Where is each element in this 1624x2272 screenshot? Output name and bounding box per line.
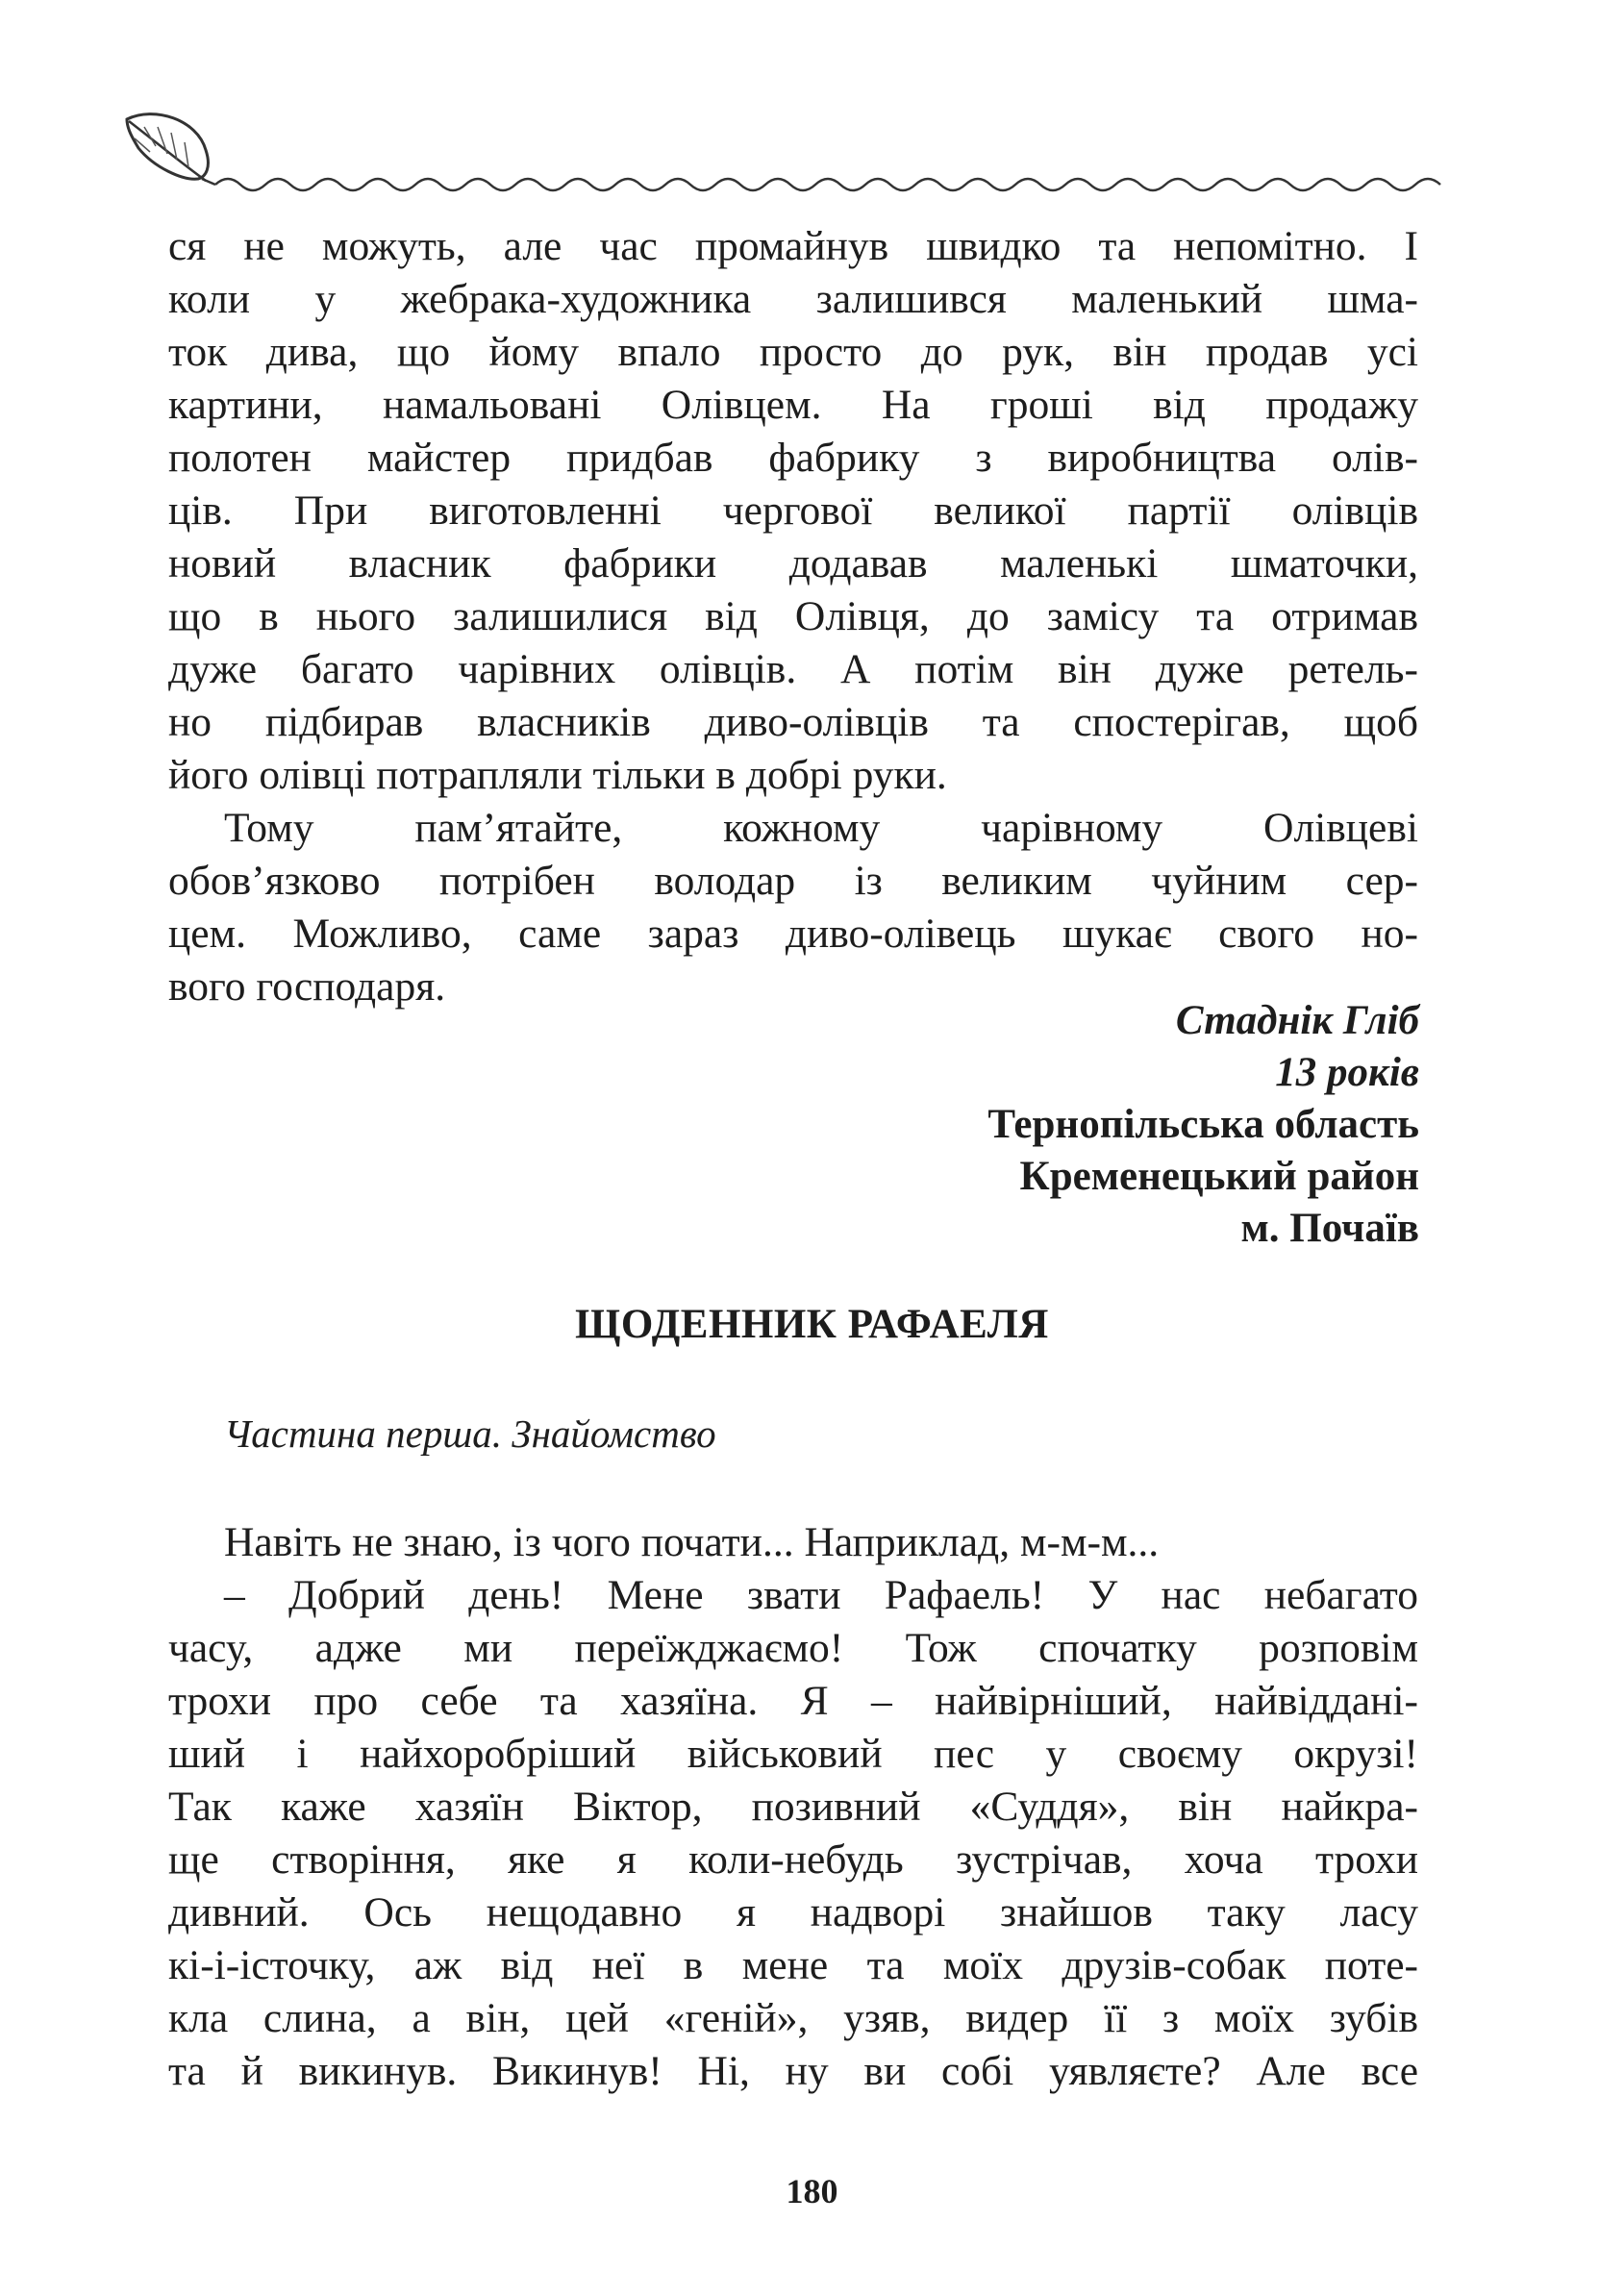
paragraph-line: ший і найхоробріший військовий пес у своєму окрузі! — [168, 1731, 1418, 1777]
paragraph-line: ток дива, що йому впало просто до рук, він продав усі — [168, 329, 1418, 375]
paragraph-line: дивний. Ось нещодавно я надворі знайшов таку ласу — [168, 1889, 1418, 1935]
author-age: 13 років — [1275, 1050, 1419, 1095]
paragraph-line: кі-і-істочку, аж від неї в мене та моїх друзів-собак поте- — [168, 1942, 1418, 1988]
chapter-subtitle: Частина перша. Знайомство — [224, 1411, 716, 1456]
paragraph-line: ців. При виготовленні чергової великої партії олівців — [168, 487, 1418, 534]
paragraph-line: ся не можуть, але час промайнув швидко та непомітно. І — [168, 223, 1418, 269]
paragraph-line: картини, намальовані Олівцем. На гроші від продажу — [168, 382, 1418, 428]
author-region: Тернопільська область — [987, 1102, 1419, 1147]
paragraph-line: обов’язково потрібен володар із великим чуйним сер- — [168, 858, 1418, 904]
header-ornament — [115, 106, 1442, 192]
paragraph-line: часу, адже ми переїжджаємо! Тож спочатку розповім — [168, 1625, 1418, 1671]
paragraph-line: но підбирав власників диво-олівців та спостерігав, щоб — [168, 699, 1418, 745]
paragraph-line: Так каже хазяїн Віктор, позивний «Суддя», він найкра- — [168, 1784, 1418, 1830]
author-name: Стаднік Гліб — [1175, 998, 1419, 1043]
wavy-line-divider — [215, 179, 1440, 190]
author-district: Кременецький район — [1019, 1154, 1419, 1199]
paragraph-line: коли у жебрака-художника залишився маленький шма- — [168, 276, 1418, 322]
paragraph-line: що в нього залишилися від Олівця, до замісу та отримав — [168, 593, 1418, 639]
paragraph-line: цем. Можливо, саме зараз диво-олівець шукає свого но- — [168, 911, 1418, 957]
story-continuation — [168, 220, 1418, 1013]
paragraph-line: Навіть не знаю, із чого почати... Наприклад, м-м-м... — [224, 1519, 1160, 1565]
paragraph-line: вого господаря. — [168, 963, 446, 1010]
paragraph-line: ще створіння, яке я коли-небудь зустрічав, хоча трохи — [168, 1836, 1418, 1883]
story-title: ЩОДЕННИК РАФАЕЛЯ — [575, 1302, 1049, 1347]
author-city: м. Почаїв — [1240, 1206, 1419, 1251]
paragraph-line: його олівці потрапляли тільки в добрі руки. — [168, 752, 947, 798]
paragraph-line: новий власник фабрики додавав маленькі шматочки, — [168, 540, 1418, 587]
page-number: 180 — [786, 2172, 838, 2210]
paragraph-line: полотен майстер придбав фабрику з виробництва олів- — [168, 435, 1418, 481]
author-signature — [987, 995, 1419, 1255]
paragraph-line: кла слина, а він, цей «геній», узяв, видер її з моїх зубів — [168, 1995, 1418, 2041]
paragraph-line: та й викинув. Викинув! Ні, ну ви собі уявляєте? Але все — [168, 2048, 1418, 2094]
paragraph-line: Тому пам’ятайте, кожному чарівному Олівцеві — [224, 805, 1418, 851]
paragraph-line: – Добрий день! Мене звати Рафаель! У нас небагато — [224, 1572, 1418, 1618]
paragraph-line: дуже багато чарівних олівців. А потім він дуже ретель- — [168, 646, 1418, 692]
paragraph-line: трохи про себе та хазяїна. Я – найвірніший, найвіддані- — [168, 1678, 1418, 1724]
story-body — [168, 1516, 1418, 2098]
feather-quill-icon — [127, 114, 215, 185]
